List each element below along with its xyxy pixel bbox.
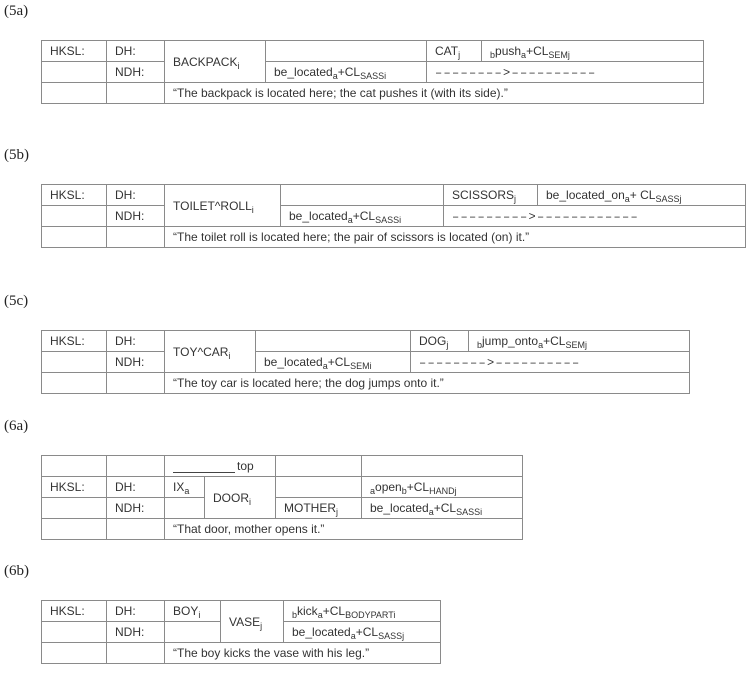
empty-cell — [42, 206, 107, 227]
empty-cell — [42, 519, 107, 540]
example-label-5a: (5a) — [4, 3, 29, 19]
gloss-table-6b — [41, 600, 441, 664]
example-label-6a: (6a) — [4, 418, 29, 434]
empty-cell — [42, 373, 107, 394]
hold-arrow: ––––––––>–––––––––– — [411, 352, 690, 373]
ndh-label: NDH: — [107, 352, 165, 373]
empty-cell — [165, 498, 205, 519]
ndh-label: NDH: — [107, 62, 165, 83]
lang-label: HKSL: — [42, 185, 107, 206]
empty-cell — [107, 227, 165, 248]
gloss-backpack: $BACKPACK_i$ — [165, 41, 266, 83]
empty-cell — [42, 622, 107, 643]
empty-cell — [42, 352, 107, 373]
gloss-be-located: $be\_located_a+CL_{SASSi}$ — [266, 62, 427, 83]
empty-cell — [256, 331, 411, 352]
example-label-6b: (6b) — [4, 563, 29, 579]
gloss-cat: $CAT_j$ — [427, 41, 482, 62]
gloss-table-5b — [41, 184, 746, 248]
empty-cell — [266, 41, 427, 62]
empty-cell — [276, 456, 362, 477]
lang-label: HKSL: — [42, 331, 107, 352]
gloss-table-6a — [41, 455, 523, 540]
gloss-table-5c — [41, 330, 690, 394]
gloss-push: $_bpush_a+CL_{SEMj}$ — [482, 41, 704, 62]
empty-cell — [42, 62, 107, 83]
gloss-ix: $IX_a$ — [165, 477, 205, 498]
dh-label: DH: — [107, 41, 165, 62]
topic-marker: top — [165, 456, 276, 477]
translation: “The toy car is located here; the dog jumps onto it.” — [165, 373, 690, 394]
translation: “The backpack is located here; the cat pushes it (with its side).” — [165, 83, 704, 104]
empty-cell — [42, 498, 107, 519]
lang-label: HKSL: — [42, 477, 107, 498]
empty-cell — [362, 456, 523, 477]
empty-cell — [107, 519, 165, 540]
ndh-label: NDH: — [107, 498, 165, 519]
gloss-vase: $VASE_j$ — [221, 601, 284, 643]
empty-cell — [281, 185, 444, 206]
gloss-jump-onto: $_bjump\_onto_a+CL_{SEMj}$ — [469, 331, 690, 352]
gloss-be-located: $be\_located_a+CL_{SASSi}$ — [362, 498, 523, 519]
gloss-scissors: $SCISSORS_j$ — [444, 185, 538, 206]
empty-cell — [107, 373, 165, 394]
gloss-boy: $BOY_i$ — [165, 601, 221, 622]
lang-label: HKSL: — [42, 41, 107, 62]
empty-cell — [42, 456, 107, 477]
dh-label: DH: — [107, 601, 165, 622]
gloss-open: $_aopen_b+CL_{HANDj}$ — [362, 477, 523, 498]
hold-arrow: ––––––––>–––––––––– — [427, 62, 704, 83]
dh-label: DH: — [107, 331, 165, 352]
gloss-be-located: $be\_located_a+CL_{SASSj}$ — [284, 622, 441, 643]
empty-cell — [276, 477, 362, 498]
gloss-toy-car: $TOY\^{}CAR_i$ — [165, 331, 256, 373]
empty-cell — [42, 643, 107, 664]
lang-label: HKSL: — [42, 601, 107, 622]
hold-arrow: –––––––––>–––––––––––– — [444, 206, 746, 227]
dh-label: DH: — [107, 185, 165, 206]
gloss-mother: $MOTHER_j$ — [276, 498, 362, 519]
translation: “The toilet roll is located here; the pair of scissors is located (on) it.” — [165, 227, 746, 248]
empty-cell — [165, 622, 221, 643]
ndh-label: NDH: — [107, 206, 165, 227]
translation: “That door, mother opens it.” — [165, 519, 523, 540]
translation: “The boy kicks the vase with his leg.” — [165, 643, 441, 664]
empty-cell — [42, 83, 107, 104]
empty-cell — [107, 456, 165, 477]
empty-cell — [107, 643, 165, 664]
empty-cell — [107, 83, 165, 104]
gloss-be-located: $be\_located_a+CL_{SASSi}$ — [281, 206, 444, 227]
gloss-door: $DOOR_i$ — [205, 477, 276, 519]
example-label-5c: (5c) — [4, 293, 29, 309]
example-label-5b: (5b) — [4, 147, 29, 163]
gloss-toilet-roll: $TOILET\^{}ROLL_i$ — [165, 185, 281, 227]
gloss-be-located-on: $be\_located\_on_a+ CL_{SASSj}$ — [538, 185, 746, 206]
gloss-kick: $_bkick_a+CL_{BODYPARTi}$ — [284, 601, 441, 622]
topic-line — [173, 472, 235, 473]
gloss-be-located: $be\_located_a+CL_{SEMi}$ — [256, 352, 411, 373]
empty-cell — [42, 227, 107, 248]
gloss-dog: $DOG_j$ — [411, 331, 469, 352]
ndh-label: NDH: — [107, 622, 165, 643]
gloss-table-5a — [41, 40, 704, 104]
dh-label: DH: — [107, 477, 165, 498]
